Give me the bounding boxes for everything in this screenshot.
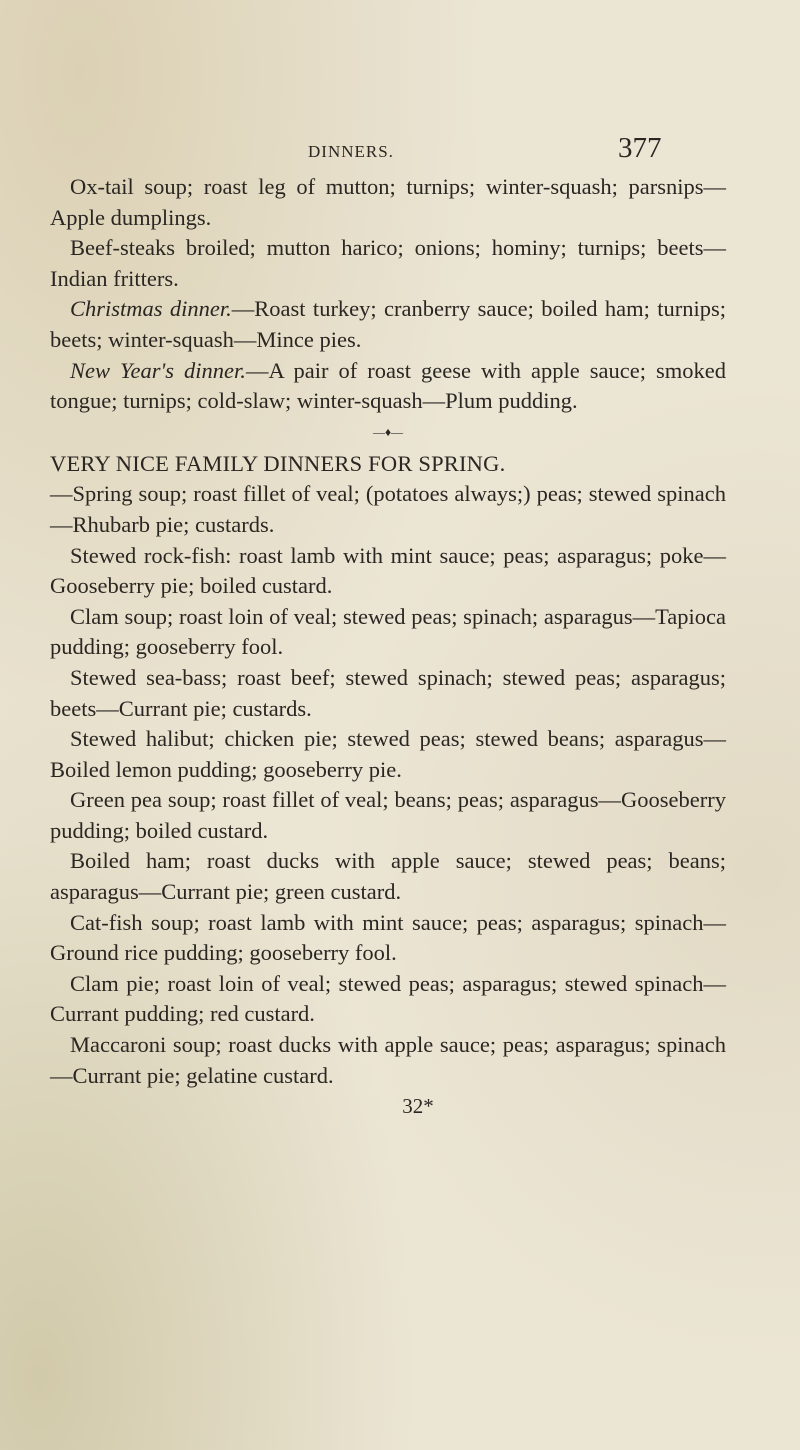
running-head: DINNERS. xyxy=(308,142,394,161)
menu-paragraph-maccaroni: Maccaroni soup; roast ducks with apple sauce; peas; asparagus; spinach—Currant pie; gelatine custard. xyxy=(50,1032,726,1088)
christmas-dinner-text: —Roast turkey; cranberry sauce; boiled ham; turnips; beets; winter-squash—Mince pies. xyxy=(50,296,726,352)
menu-paragraph-christmas xyxy=(50,294,726,355)
menu-paragraph-halibut: Stewed halibut; chicken pie; stewed peas; stewed beans; asparagus—Boiled lemon pudding; gooseberry pie. xyxy=(50,726,726,782)
menu-paragraph-cat-fish: Cat-fish soup; roast lamb with mint sauce; peas; asparagus; spinach—Ground rice pudding; gooseberry fool. xyxy=(50,909,726,966)
menu-paragraph-boiled-ham: Boiled ham; roast ducks with apple sauce; stewed peas; beans; asparagus—Currant pie; green custard. xyxy=(50,848,726,905)
christmas-dinner-title: Christmas dinner. xyxy=(70,296,232,322)
page-body xyxy=(50,172,726,1121)
spring-intro-menu: —Spring soup; roast fillet of veal; (potatoes always;) peas; stewed spinach—Rhubarb pie; custards. xyxy=(50,481,726,537)
menu-paragraph-ox-tail: Ox-tail soup; roast leg of mutton; turnips; winter-squash; parsnips—Apple dumplings. xyxy=(50,174,726,230)
section-divider: —♦— xyxy=(372,424,404,439)
spring-section-heading: VERY NICE FAMILY DINNERS FOR SPRING. xyxy=(50,450,506,476)
page-number: 377 xyxy=(618,132,662,164)
signature-mark: 32* xyxy=(402,1094,434,1119)
menu-paragraph-sea-bass: Stewed sea-bass; roast beef; stewed spinach; stewed peas; asparagus; beets—Currant pie; custards. xyxy=(50,664,726,721)
new-year-dinner-title: New Year's dinner. xyxy=(70,357,246,383)
menu-paragraph-new-year xyxy=(50,356,726,417)
menu-paragraph-clam-pie: Clam pie; roast loin of veal; stewed peas; asparagus; stewed spinach—Currant pudding; red custard. xyxy=(50,970,726,1027)
menu-paragraph-clam-soup: Clam soup; roast loin of veal; stewed peas; spinach; asparagus—Tapioca pudding; gooseberry fool. xyxy=(50,603,726,660)
menu-paragraph-rock-fish: Stewed rock-fish: roast lamb with mint sauce; peas; asparagus; poke—Gooseberry pie; boiled custard. xyxy=(50,542,726,599)
menu-paragraph-beef-steaks: Beef-steaks broiled; mutton harico; onions; hominy; turnips; beets—Indian fritters. xyxy=(50,235,726,291)
new-year-dinner-text: —A pair of roast geese with apple sauce; smoked tongue; turnips; cold-slaw; winter-squash—Plum pudding. xyxy=(50,357,726,414)
menu-paragraph-green-pea: Green pea soup; roast fillet of veal; beans; peas; asparagus—Gooseberry pudding; boiled custard. xyxy=(50,787,726,843)
